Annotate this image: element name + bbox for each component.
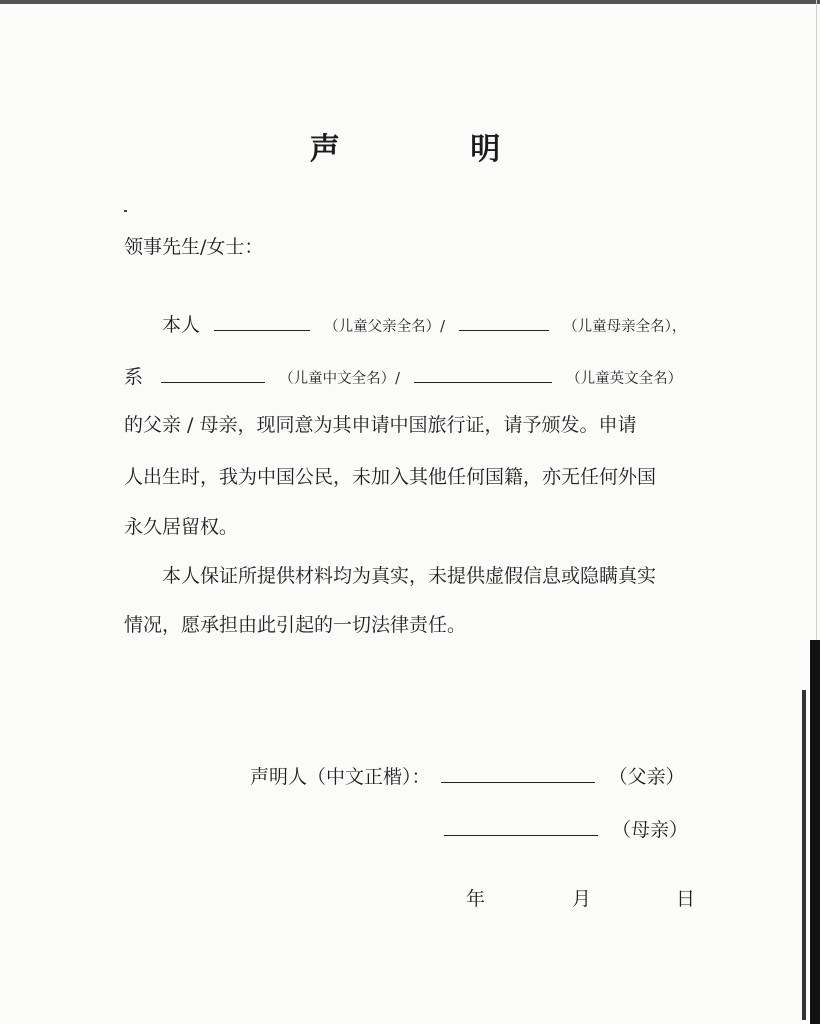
child-en-name-hint: （儿童英文全名） <box>566 371 683 387</box>
child-line <box>124 362 682 389</box>
paragraph-1-line-2: 人出生时，我为中国公民，未加入其他任何国籍，亦无任何外国 <box>124 466 657 488</box>
paragraph-2-line-2: 情况，愿承担由此引起的一切法律责任。 <box>124 614 467 636</box>
mother-name-blank[interactable] <box>459 329 549 331</box>
date-year: 年 <box>466 888 486 910</box>
scan-edge-top <box>0 0 820 4</box>
father-name-blank[interactable] <box>214 329 310 331</box>
scan-speck <box>124 210 127 212</box>
father-signature-blank[interactable] <box>441 781 595 783</box>
mother-name-hint: （儿童母亲全名）， <box>563 319 687 335</box>
declarant-prefix: 本人 <box>162 314 201 336</box>
child-cn-name-blank[interactable] <box>161 381 265 383</box>
mother-signature-hint: （母亲） <box>612 819 689 841</box>
scan-edge-line <box>816 0 817 640</box>
child-prefix: 系 <box>124 366 144 388</box>
child-cn-name-hint: （儿童中文全名）/ <box>279 371 400 387</box>
father-signature-hint: （父亲） <box>608 766 685 788</box>
mother-signature-blank[interactable] <box>444 834 598 836</box>
date-month: 月 <box>572 888 592 910</box>
signature-label: 声明人（中文正楷）： <box>250 766 431 788</box>
paragraph-1-line-1: 的父亲 / 母亲，现同意为其申请中国旅行证，请予颁发。申请 <box>124 414 637 436</box>
scan-edge-shadow-thin <box>802 690 806 1020</box>
child-en-name-blank[interactable] <box>414 381 552 383</box>
signature-mother-row <box>444 815 688 842</box>
salutation: 领事先生/女士： <box>124 236 264 258</box>
declarant-line <box>162 310 686 337</box>
father-name-hint: （儿童父亲全名）/ <box>324 319 445 335</box>
document-title: 声 明 <box>309 132 561 167</box>
date-day: 日 <box>676 888 696 910</box>
paragraph-1-line-3: 永久居留权。 <box>124 516 239 538</box>
scan-edge-shadow <box>810 640 820 1024</box>
paragraph-2-line-1: 本人保证所提供材料均为真实，未提供虚假信息或隐瞒真实 <box>162 565 657 587</box>
signature-father-row <box>250 762 685 789</box>
